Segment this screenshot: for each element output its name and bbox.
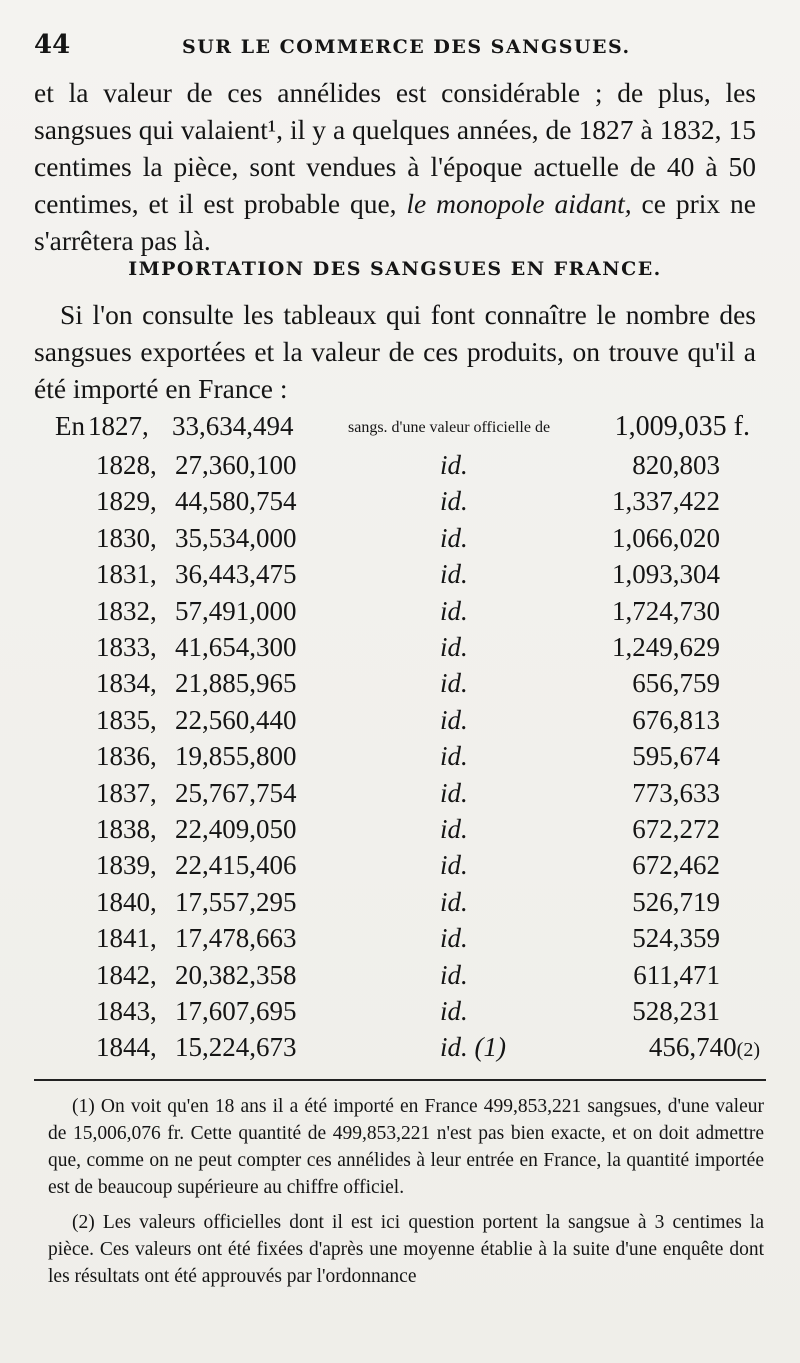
row-value-text: 672,272 (632, 814, 720, 844)
row-value-text: 773,633 (632, 777, 720, 808)
table-row (0, 596, 800, 632)
table-row (0, 814, 800, 850)
row-amount: 44,580,754 (175, 486, 297, 517)
row-year: 1829, (96, 486, 157, 517)
row-value-text: 526,719 (632, 886, 720, 917)
row-year: 1837, (96, 777, 157, 808)
table-row (0, 705, 800, 741)
row-value-text: 656,759 (632, 668, 720, 699)
row-year: 1843, (96, 996, 157, 1026)
row-value-text: 1,724,730 (612, 595, 720, 626)
opening-italic: le monopole aidant, (406, 188, 632, 219)
table-row (0, 1032, 800, 1068)
section-intro (34, 296, 756, 407)
row-footnote-ref: (2) (736, 1039, 760, 1062)
row-amount: 17,478,663 (175, 923, 297, 954)
row-value (632, 741, 720, 772)
row-amount: 17,557,295 (175, 886, 297, 917)
table-row (0, 923, 800, 959)
table-row (0, 960, 800, 996)
intro-paragraph: Si l'on consulte les tableaux qui font connaître le nombre des sangsues exportées et la valeur de ces produits, on trouve qu'il a été importé en France : (34, 299, 756, 404)
row-id: id. (440, 486, 468, 517)
row-id: id. (440, 814, 468, 844)
row-year: 1842, (96, 959, 157, 990)
row-value-text: 611,471 (633, 959, 720, 990)
row-year: 1828, (96, 450, 157, 480)
row-value (612, 632, 720, 663)
table-row (0, 996, 800, 1032)
row-id: id. (440, 450, 468, 480)
row-value (632, 814, 720, 845)
row-amount: 33,634,494 (172, 411, 294, 441)
footnote-rule (34, 1079, 766, 1081)
row-id: id. (440, 668, 468, 699)
row-id: id. (440, 959, 468, 990)
running-head: SUR LE COMMERCE DES SANGSUES. (182, 36, 631, 58)
row-id: id. (440, 522, 468, 553)
row-amount: 36,443,475 (175, 559, 297, 590)
table-row (0, 778, 800, 814)
row-value (632, 887, 720, 918)
row-value-text: 1,093,304 (612, 559, 720, 590)
opening-paragraph (34, 74, 756, 259)
row-value (632, 668, 720, 699)
row-id: id. (440, 741, 468, 772)
row-year: 1841, (96, 923, 157, 954)
table-row (0, 850, 800, 886)
footnote-1: (1) On voit qu'en 18 ans il a été importé en France 499,853,221 sangsues, d'une valeur de 15,006,076 fr. Cette quantité de 499,853,221 n'est pas bien exacte, et on doit admettre que, comme on ne peut compter ces annélides à leur entrée en France, la quantité importée est de beaucoup supérieure au chiffre officiel. (48, 1096, 764, 1198)
row-value (633, 960, 720, 991)
row-year: 1836, (96, 741, 157, 772)
row-value-text: 676,813 (632, 704, 720, 735)
row-year: 1833, (96, 632, 157, 662)
table-row (0, 450, 800, 486)
row-value (612, 596, 720, 627)
row-year: 1840, (96, 886, 157, 917)
row-value-text: 595,674 (632, 741, 720, 772)
table-row (0, 887, 800, 923)
table-row-1827 (0, 411, 800, 447)
row-label: sangs. d'une valeur officielle de (348, 419, 551, 436)
row-year: 1839, (96, 850, 157, 881)
row-value-text: 1,066,020 (612, 522, 720, 553)
table-row (0, 559, 800, 595)
table-row (0, 668, 800, 704)
row-value (649, 1032, 760, 1063)
table-row (0, 741, 800, 777)
row-amount: 21,885,965 (175, 668, 297, 699)
row-value-text: 1,249,629 (612, 632, 720, 662)
row-prefix: En (55, 411, 85, 441)
row-amount: 41,654,300 (175, 632, 297, 662)
page-header (34, 30, 766, 64)
row-id: id. (440, 632, 468, 662)
row-id: id. (440, 923, 468, 954)
row-value (632, 778, 720, 809)
row-id: id. (440, 850, 468, 881)
row-id: id. (440, 777, 468, 808)
row-value (632, 850, 720, 881)
row-amount: 35,534,000 (175, 522, 297, 553)
row-amount: 20,382,358 (175, 959, 297, 990)
row-amount: 27,360,100 (175, 450, 297, 480)
row-value (632, 923, 720, 954)
row-year: 1834, (96, 668, 157, 699)
opening-text-1: et la valeur de ces annélides est considérable ; de plus, les sangsues qui valaient¹, il y a quelques années, de 1827 à 1832, 15 centimes la pièce, sont vendues à l'époque actuelle de 40 à 50 centimes, et il est probable que, (34, 77, 756, 219)
row-value-text: 456,740 (648, 1032, 737, 1063)
footnotes (48, 1093, 764, 1298)
row-year: 1830, (96, 522, 157, 553)
row-value (632, 450, 720, 481)
row-value-text: 820,803 (632, 450, 720, 480)
row-value (612, 486, 720, 517)
row-year: 1835, (96, 704, 157, 735)
row-value-text: 528,231 (632, 996, 720, 1026)
row-value (612, 559, 720, 590)
row-amount: 22,415,406 (175, 850, 297, 881)
table-row (0, 486, 800, 522)
row-id: id. (440, 704, 468, 735)
row-value-text: 672,462 (632, 850, 720, 881)
row-id: id. (440, 996, 468, 1026)
page-number: 44 (34, 30, 71, 60)
table-row (0, 523, 800, 559)
row-year: 1844, (96, 1032, 157, 1063)
row-amount: 19,855,800 (175, 741, 297, 772)
table-row (0, 632, 800, 668)
row-value-text: 524,359 (632, 923, 720, 954)
row-value (632, 705, 720, 736)
row-amount: 57,491,000 (175, 595, 297, 626)
row-year: 1832, (96, 595, 157, 626)
row-id: id. (440, 595, 468, 626)
opening-text-2: ce prix ne s'arrêtera pas là. (34, 188, 756, 256)
footnote-2: (2) Les valeurs officielles dont il est ici question portent la sangsue à 3 centimes la pièce. Ces valeurs ont été fixées d'après une moyenne établie à la suite d'une enquête dont les résultats ont été approuvés par l'ordonnance (48, 1212, 764, 1287)
row-amount: 22,560,440 (175, 704, 297, 735)
row-value: 1,009,035 f. (614, 411, 750, 442)
row-value (632, 996, 720, 1027)
row-amount: 15,224,673 (175, 1032, 297, 1063)
row-year: 1831, (96, 559, 157, 590)
row-value-text: 1,337,422 (612, 486, 720, 517)
row-amount: 25,767,754 (175, 777, 297, 808)
row-year: 1827, (88, 411, 149, 441)
section-title: IMPORTATION DES SANGSUES EN FRANCE. (128, 258, 662, 280)
row-value (612, 523, 720, 554)
row-amount: 17,607,695 (175, 996, 297, 1026)
row-id: id. (1) (440, 1032, 506, 1063)
row-id: id. (440, 886, 468, 917)
row-id: id. (440, 559, 468, 590)
row-amount: 22,409,050 (175, 814, 297, 844)
row-year: 1838, (96, 814, 157, 844)
